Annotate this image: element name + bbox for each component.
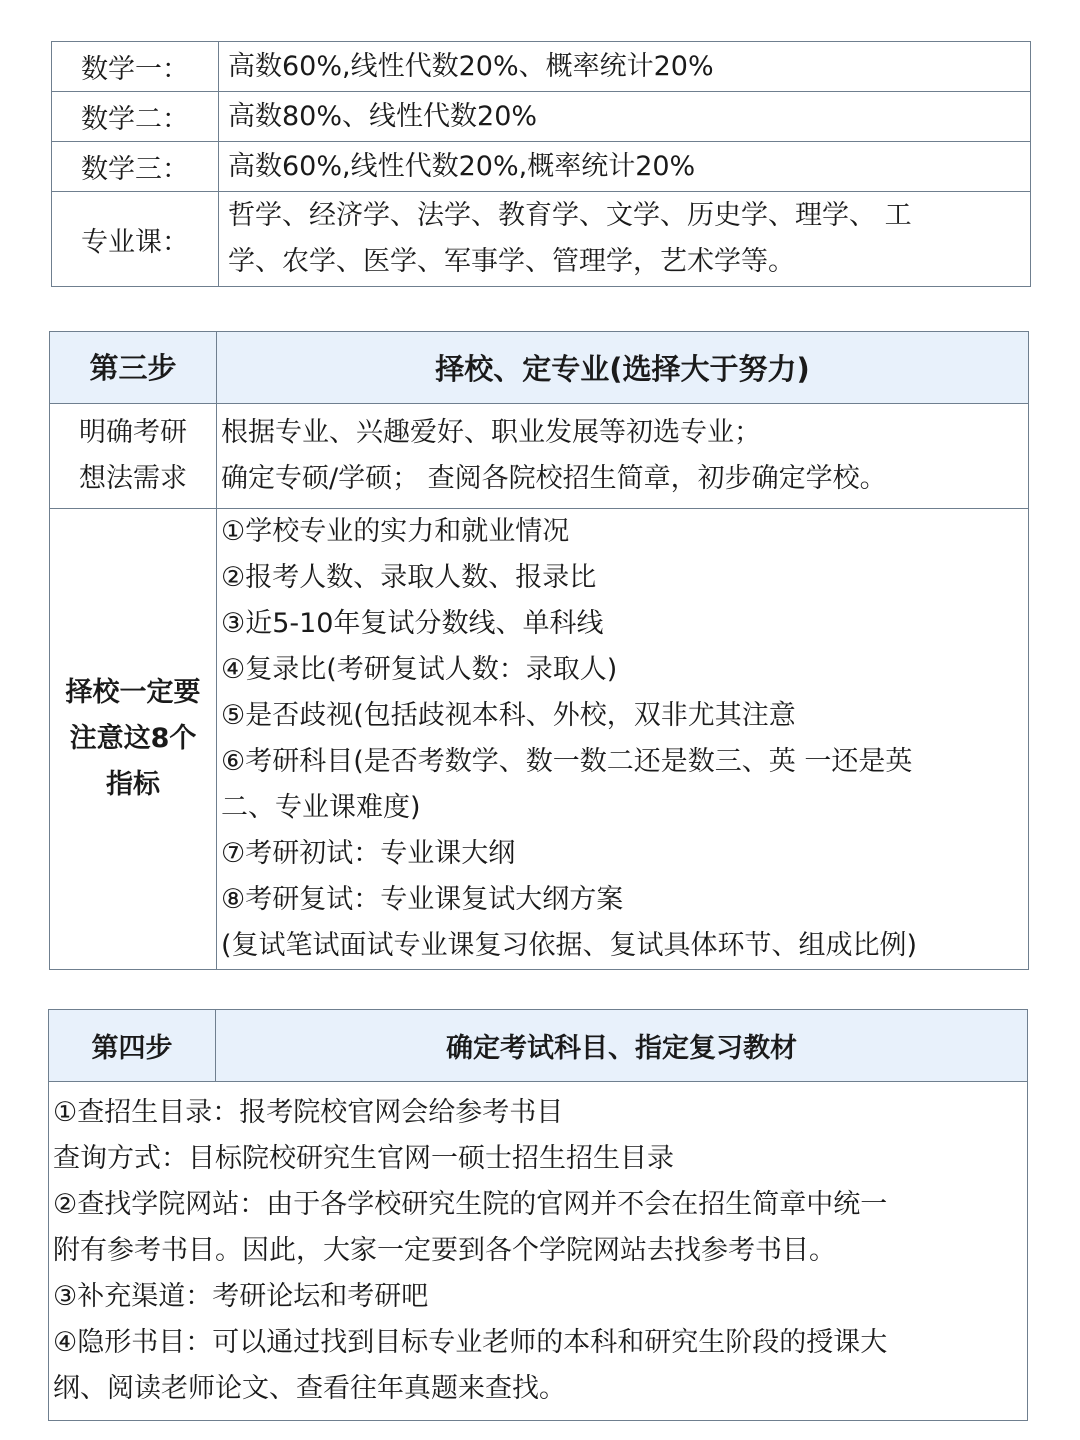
math-three-value: 高数60%,线性代数20%,概率统计20% xyxy=(219,142,1031,192)
math-two-value: 高数80%、线性代数20% xyxy=(219,92,1031,142)
math-three-label: 数学三： xyxy=(52,142,219,192)
table-row xyxy=(52,142,1031,192)
math-two-label: 数学二： xyxy=(52,92,219,142)
indicator-item: ⑤是否歧视(包括歧视本科、外校，双非尤其注意 xyxy=(221,700,796,731)
indicators-label xyxy=(50,509,217,970)
needs-label-line: 明确考研 xyxy=(79,417,187,448)
needs-value xyxy=(217,404,1029,509)
math-one-label: 数学一： xyxy=(52,42,219,92)
indicators-label-line: 注意这8个 xyxy=(69,723,197,754)
needs-label xyxy=(50,404,217,509)
table-row xyxy=(52,42,1031,92)
major-course-label: 专业课： xyxy=(52,192,219,287)
indicators-label-line: 择校一定要 xyxy=(65,677,201,708)
step-four-line: 纲、阅读老师论文、查看往年真题来查找。 xyxy=(53,1373,566,1404)
step-four-line: 附有参考书目。因此，大家一定要到各个学院网站去找参考书目。 xyxy=(53,1235,836,1266)
step-four-line: 查询方式：目标院校研究生官网一硕士招生招生目录 xyxy=(53,1143,674,1174)
step-four-header xyxy=(49,1010,1028,1082)
indicator-item: ③近5-10年复试分数线、单科线 xyxy=(221,608,604,639)
step-four-line: ③补充渠道：考研论坛和考研吧 xyxy=(53,1281,429,1312)
table-row xyxy=(52,192,1031,287)
indicator-item: ①学校专业的实力和就业情况 xyxy=(221,516,570,547)
indicator-item: ②报考人数、录取人数、报录比 xyxy=(221,562,597,593)
major-course-value xyxy=(219,192,1031,287)
math-subjects-table xyxy=(51,41,1031,287)
indicators-list xyxy=(217,509,1029,970)
step-three-title: 择校、定专业(选择大于努力) xyxy=(217,332,1029,404)
major-course-line: 学、农学、医学、军事学、管理学，艺术学等。 xyxy=(228,246,795,277)
indicator-item: ⑥考研科目(是否考数学、数一数二还是数三、英 一还是英 xyxy=(221,746,913,777)
table-row xyxy=(49,1082,1028,1421)
step-four-label: 第四步 xyxy=(49,1010,216,1082)
step-four-table xyxy=(48,1009,1028,1421)
indicator-item: (复试笔试面试专业课复习依据、复试具体环节、组成比例) xyxy=(221,930,918,961)
needs-line: 根据专业、兴趣爱好、职业发展等初选专业； xyxy=(221,417,761,448)
table-row xyxy=(52,92,1031,142)
indicator-item: 二、专业课难度) xyxy=(221,792,421,823)
step-four-line: ④隐形书目：可以通过找到目标专业老师的本科和研究生阶段的授课大 xyxy=(53,1327,888,1358)
indicator-item: ④复录比(考研复试人数：录取人) xyxy=(221,654,618,685)
indicator-item: ⑦考研初试：专业课大纲 xyxy=(221,838,516,869)
step-three-table xyxy=(49,331,1029,970)
table-row xyxy=(50,509,1029,970)
table-row xyxy=(50,404,1029,509)
step-four-line: ②查找学院网站：由于各学校研究生院的官网并不会在招生简章中统一 xyxy=(53,1189,888,1220)
math-one-value: 高数60%,线性代数20%、概率统计20% xyxy=(219,42,1031,92)
needs-line: 确定专硕/学硕； 查阅各院校招生简章，初步确定学校。 xyxy=(221,463,887,494)
step-three-label: 第三步 xyxy=(50,332,217,404)
indicator-item: ⑧考研复试：专业课复试大纲方案 xyxy=(221,884,624,915)
indicators-label-line: 指标 xyxy=(106,769,160,800)
step-four-title: 确定考试科目、指定复习教材 xyxy=(216,1010,1028,1082)
step-three-header xyxy=(50,332,1029,404)
step-four-body xyxy=(49,1082,1028,1421)
needs-label-line: 想法需求 xyxy=(79,463,187,494)
step-four-line: ①查招生目录：报考院校官网会给参考书目 xyxy=(53,1097,564,1128)
major-course-line: 哲学、经济学、法学、教育学、文学、历史学、理学、 工 xyxy=(228,200,912,231)
